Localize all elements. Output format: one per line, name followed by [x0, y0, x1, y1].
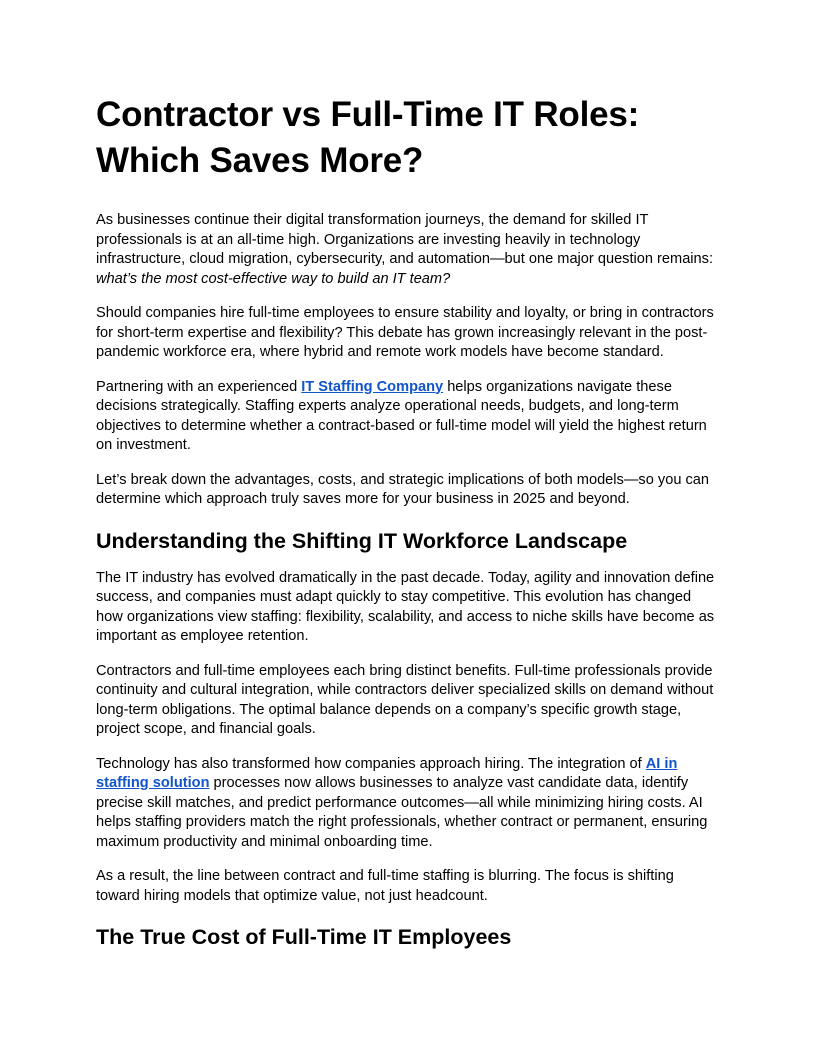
it-staffing-company-link[interactable]: IT Staffing Company — [301, 378, 444, 395]
section1-paragraph-3-before: Technology has also transformed how companies approach hiring. The integration of — [96, 755, 646, 772]
document-page — [96, 92, 720, 965]
intro-paragraph-1-text: As businesses continue their digital transformation journeys, the demand for skilled IT professionals is at an all-time high. Organizations are investing heavily in technology infrastructure, cloud migration, cybersecurity, and automation—but one major question remains: — [96, 212, 714, 267]
section1-paragraph-3-after: processes now allows businesses to analyze vast candidate data, identify precise skill matches, and predict performance outcomes—all while minimizing hiring costs. AI helps staffing providers match the right professionals, whether contract or permanent, ensuring maximum productivity and minimal onboarding time. — [96, 775, 708, 850]
section1-paragraph-4: As a result, the line between contract and full-time staffing is blurring. The focus is shifting toward hiring models that optimize value, not just headcount. — [96, 868, 674, 904]
section1-paragraph-3 — [96, 755, 720, 853]
intro-paragraph-4: Let’s break down the advantages, costs, and strategic implications of both models—so you can determine which approach truly saves more for your business in 2025 and beyond. — [96, 471, 710, 507]
intro-paragraph-1-italic: what’s the most cost-effective way to build an IT team? — [96, 270, 451, 287]
intro-paragraph-2: Should companies hire full-time employees to ensure stability and loyalty, or bring in contractors for short-term expertise and flexibility? This debate has grown increasingly relevant in the post-pandemic workforce era, where hybrid and remote work models have become standard. — [96, 305, 714, 360]
section1-paragraph-1: The IT industry has evolved dramatically in the past decade. Today, agility and innovation define success, and companies must adapt quickly to stay competitive. This evolution has changed how organizations view staffing: flexibility, scalability, and access to niche skills have become as important as employee retention. — [96, 569, 715, 644]
page-title: Contractor vs Full-Time IT Roles: Which Saves More? — [96, 95, 640, 180]
intro-paragraph-3-after: helps organizations navigate these decisions strategically. Staffing experts analyze operational needs, budgets, and long-term objectives to determine whether a contract-based or full-time model will yield the highest return on investment. — [96, 378, 707, 453]
ai-in-staffing-solution-link[interactable]: AI in staffing solution — [96, 755, 678, 791]
section-heading-full-time-cost: The True Cost of Full-Time IT Employees — [96, 925, 512, 949]
section1-paragraph-2: Contractors and full-time employees each bring distinct benefits. Full-time professionals provide continuity and cultural integration, while contractors deliver specialized skills on demand without long-term obligations. The optimal balance depends on a company’s specific growth stage, project scope, and financial goals. — [96, 662, 714, 737]
intro-paragraph-1 — [96, 211, 720, 289]
intro-paragraph-3-before: Partnering with an experienced — [96, 378, 302, 395]
section-heading-workforce-landscape: Understanding the Shifting IT Workforce Landscape — [96, 528, 628, 553]
intro-paragraph-3 — [96, 378, 720, 456]
